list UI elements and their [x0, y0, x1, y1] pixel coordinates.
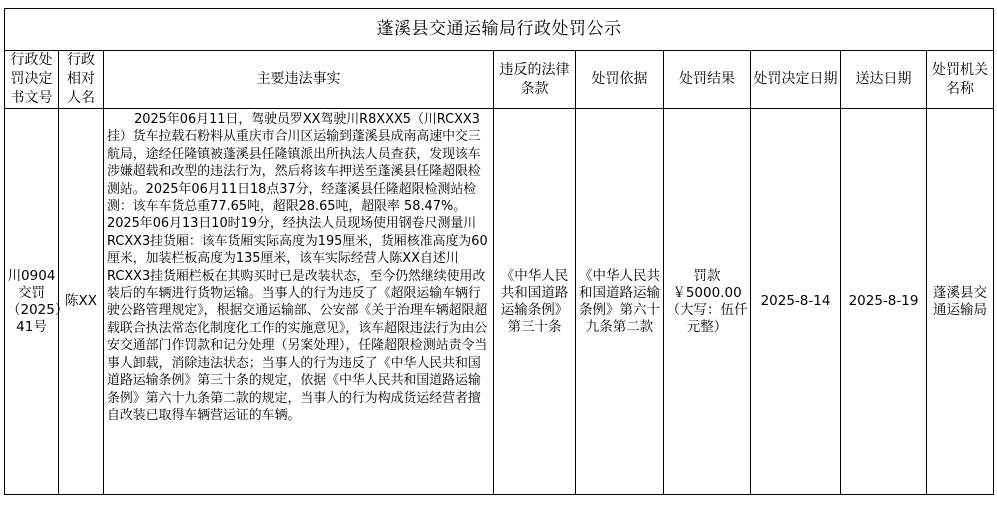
party-cell: 陈XX [59, 109, 104, 495]
header-authority: 处罚机关名称 [927, 51, 994, 109]
header-decision-date: 处罚决定日期 [751, 51, 841, 109]
header-law: 违反的法律条款 [494, 51, 576, 109]
header-basis: 处罚依据 [576, 51, 664, 109]
law-cell: 《中华人民共和国道路运输条例》第三十条 [494, 109, 576, 495]
header-result: 处罚结果 [664, 51, 751, 109]
authority-cell: 蓬溪县交通运输局 [927, 109, 994, 495]
header-facts: 主要违法事实 [104, 51, 494, 109]
decision-date-cell: 2025-8-14 [751, 109, 841, 495]
header-delivery-date: 送达日期 [841, 51, 927, 109]
facts-cell [104, 109, 494, 495]
table-row [5, 109, 994, 495]
facts-text: 2025年06月11日，驾驶员罗XX驾驶川R8XXX5（川RCXX3挂）货车拉载石粉料从重庆市合川区运输到蓬溪县成南高速中交三航局，途经任隆镇被蓬溪县任隆镇派出所执法人员查获，发现该车涉嫌超载和改型的违法行为，然后将该车押送至蓬溪县任隆超限检测站。2025年06月11日18点37分，经蓬溪县任隆超限检测站检测：该车车货总重77.65吨，超限28.65吨，超限率 58.47%。2025年06月13日10时19分，经执法人员现场使用钢卷尺测量川RCXX3挂货厢：该车货厢实际高度为195厘米，货厢核准高度为60厘米，加装栏板高度为135厘米，该车实际经营人陈XX自述川RCXX3挂货厢栏板在其购买时已是改装状态，至今仍然继续使用改装后的车辆进行货物运输。当事人的行为违反了《超限运输车辆行驶公路管理规定》，根据交通运输部、公安部《关于治理车辆超限超载联合执法常态化制度化工作的实施意见》，该车超限违法行为由公安交通部门作罚款和记分处理（另案处理），任隆超限检测站责令当事人卸载，消除违法状态；当事人的行为违反了《中华人民共和国道路运输条例》第三十条的规定，依据《中华人民共和国道路运输条例》第六十九条第二款的规定，当事人的行为构成货运经营者擅自改装已取得车辆营运证的车辆。 [107, 112, 488, 423]
result-cell: 罚款￥5000.00（大写：伍仟元整） [664, 109, 751, 495]
doc-no-cell: 川0904交罚（2025）41号 [5, 109, 59, 495]
page-title: 蓬溪县交通运输局行政处罚公示 [5, 9, 994, 51]
delivery-date-cell: 2025-8-19 [841, 109, 927, 495]
header-doc-no: 行政处罚决定书文号 [5, 51, 59, 109]
basis-cell: 《中华人民共和国道路运输条例》第六十九条第二款 [576, 109, 664, 495]
header-party: 行政相对人名 [59, 51, 104, 109]
penalty-disclosure-table [4, 8, 994, 495]
